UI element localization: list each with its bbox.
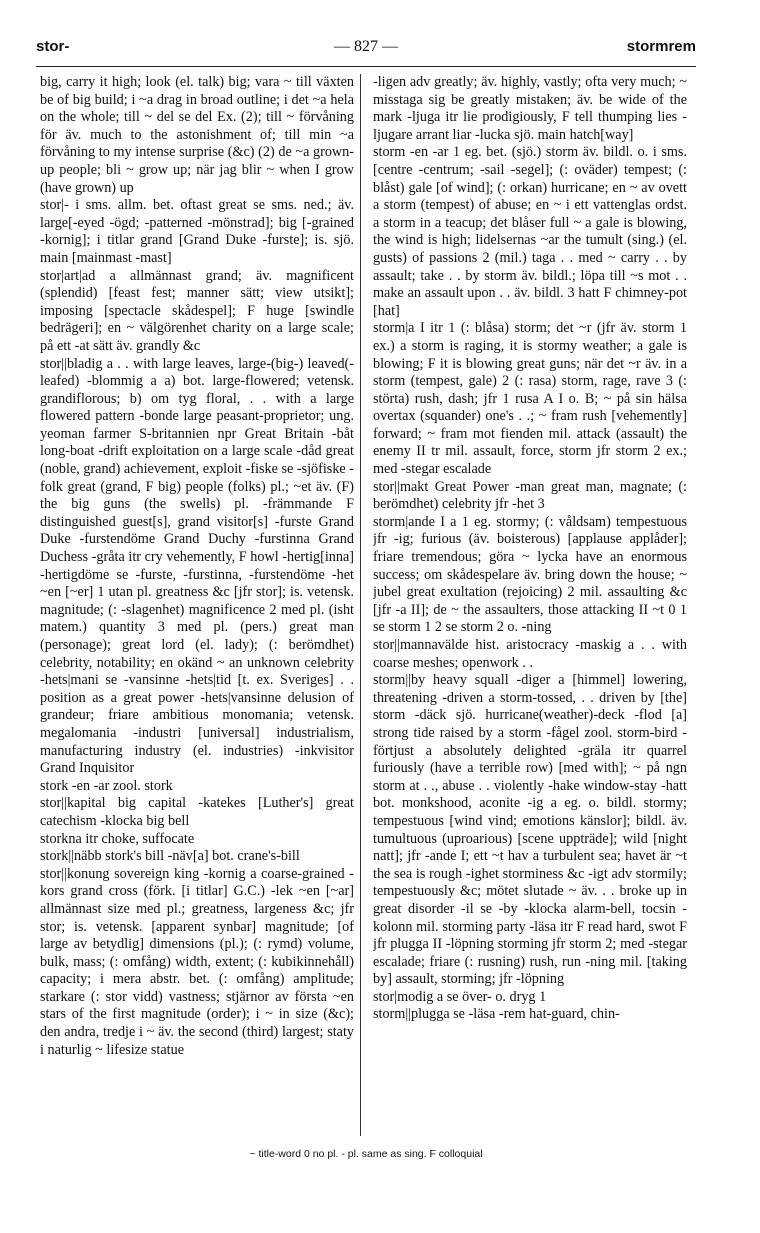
page-header bbox=[36, 38, 696, 64]
dictionary-entry: storm -en -ar 1 eg. bet. (sjö.) storm äv. bildl. o. i sms. [centre -centrum; -sail -segel]; (: oväder) tempest; (: blåst) gale [of wind]; (: orkan) hurricane; en ~ av ovett a storm (tempest) of abuse; en ~ i ett vattenglas ordst. a storm in a teacup; det blåser full ~ a gale is blowing, the wind is high; lidelsernas ~ar the tumult (sing.) (el. gusts) of passions 2 (mil.) taga . . med ~ carry . . by assault; take . . by storm äv. bildl.; löpa till ~s mot . . make an assault upon . . äv. bildl. 3 hatt F chimney-pot [hat] bbox=[373, 144, 687, 319]
dictionary-entry: stor|modig a se över- o. dryg 1 bbox=[373, 988, 547, 1005]
header-guide-word-left: stor- bbox=[36, 38, 70, 55]
dictionary-entry: stork -en -ar zool. stork bbox=[40, 777, 173, 794]
dictionary-entry: storkna itr choke, suffocate bbox=[40, 830, 195, 847]
header-divider bbox=[36, 66, 696, 67]
dictionary-entry: -ligen adv greatly; äv. highly, vastly; ofta very much; ~ misstaga sig be greatly mistaken; äv. be wide of the mark -ljuga itr lie prodigiously, F tell thumping lies -ljugare arrant liar -lucka sjö. main hatch[way] bbox=[373, 74, 687, 143]
dictionary-entry: stor|- i sms. allm. bet. oftast great se sms. ned.; äv. large[-eyed -ögd; -patterned -mönstrad]; big [-grained -kornig]; i titlar grand [Grand Duke -furste]; is. sjö. main [mainmast -mast] bbox=[40, 197, 354, 266]
dictionary-entry: stor||konung sovereign king -kornig a coarse-grained -kors grand cross (förk. [i titlar] G.C.) -lek ~en [~ar] allmännast size med pl.; greatness, largeness &c; jfr stor; is. vetensk. [apparent synbar] magnitude; [of large av betydlig] dimensions (pl.); (: rymd) volume, bulk, mass; (: omfång) width, extent; (: kubikinnehåll) capacity; i mera abstr. bet. (: omfång) amplitude; starkare (: stor vidd) vastness; stjärnor av första ~en stars of the first magnitude (order); i ~ in size (&c); den andra, tredje i ~ äv. the second (third) largest; staty i naturlig ~ lifesize statue bbox=[40, 865, 354, 1058]
dictionary-entry: storm|a I itr 1 (: blåsa) storm; det ~r (jfr äv. storm 1 ex.) a storm is raging, it is stormy weather; a gale is blowing; F it is blowing great guns; när det ~r äv. in a storm (tempest, gale) 2 (: rasa) storm, rage, rave 3 (: störta) rush, dash; jfr 1 rusa A I o. B; ~ på sin hälsa overtax (squander) one's . .; ~ fram rush [vehemently] forward; ~ fram mot fienden mil. attack (assault) the enemy II tr mil. assault, force, storm jfr storm 2 ex.; med -stegar escalade bbox=[373, 320, 687, 478]
dictionary-entry: stor||mannavälde hist. aristocracy -maskig a . . with coarse meshes; openwork . . bbox=[373, 637, 687, 671]
dictionary-entry: stor||bladig a . . with large leaves, large-(big-) leaved(-leafed) -blommig a a) bot. large-flowered; vetensk. grandiflorous; b) om tyg floral, . . with a large flowered pattern -bonde large peasant-proprietor; ung. yeoman farmer S-britannien npr Great Britain -båt long-boat -drift exploitation on a large scale -dåd great (noble, grand) achievement, exploit -fiske se -sjöfiske -folk great (grand, F big) people (folks) pl.; ~et äv. (F) the big guns (the swells) pl. -främmande F distinguished guest[s], grand visitor[s] -furste Grand Duke -furstendöme Grand Duchy -furstinna Grand Duchess -gråta itr cry vehemently, F howl -hertig[inna] -hertigdöme se -furste, -furstinna, -furstendöme -het ~en [~er] 1 utan pl. greatness &c [jfr stor]; is. vetensk. magnitude; (: -slagenhet) magnificence 2 med pl. (isht matem.) quantity 3 med pl. (pers.) great man (personage); great lord (el. lady); (: berömdhet) celebrity, notability; en okänd ~ an unknown celebrity -hets|mani se -vansinne -hets|tid [t. ex. Sveriges] . . position as a great power -hets|vansinne delusion of grandeur; friare ambitious monomania; vetensk. megalomania -industri [universal] industrialism, manufacturing industry (el. industries) -inkvisitor Grand Inquisitor bbox=[40, 355, 354, 777]
dictionary-entry: storm|ande I a 1 eg. stormy; (: våldsam) tempestuous jfr -ig; furious (äv. boisterous) [applause applåder]; friare tremendous; göra ~ lycka have an enormous success; om skådespelare äv. bring down the house; ~ jubel great exultation (rejoicing) 2 mil. assaulting &c [jfr -a II]; de ~ the assaulters, those attacking II ~t 0 1 se storm 1 2 se storm 2 o. -ning bbox=[373, 513, 687, 636]
dictionary-entry: storm||plugga se -läsa -rem hat-guard, chin- bbox=[373, 1006, 620, 1023]
header-guide-word-right: stormrem bbox=[626, 38, 696, 55]
abbreviation-legend-footer: ~ title-word 0 no pl. - pl. same as sing. F colloquial bbox=[249, 1148, 483, 1160]
right-column bbox=[373, 74, 687, 1144]
dictionary-entry: big, carry it high; look (el. talk) big; vara ~ till växten be of big build; i ~a drag in broad outline; i det ~a hela on the whole; till ~ del se del Ex. (2); till ~ förvåning för äv. much to the astonishment of; till min ~a förvåning to my intense surprise (&c) (2) de ~a grown-up people; bli ~ grow up; när jag blir ~ when I grow (have grown) up bbox=[40, 74, 354, 196]
dictionary-entry: storm||by heavy squall -diger a [himmel] lowering, threatening -driven a storm-tossed, . . driven by [the] storm -däck sjö. hurricane(weather)-deck -flod [a] strong tide raised by a storm -fågel zool. storm-bird -förtjust a absolutely delighted -gräla itr quarrel furiously (have a terrible row) [med with]; ~ på ngn storm at . ., abuse . . violently -hake window-stay -hatt bot. monkshood, aconite -ig a eg. o. bildl. stormy; tempestuous [wind vind; emotions känslor]; bildl. äv. tumultuous (uproarious) [scene uppträde]; wild [night natt]; jfr -ande I; ett ~t hav a turbulent sea; havet är ~t the sea is rough -ighet storminess &c -igt adv stormily; tempestuously &c; mötet slutade ~ äv. . . broke up in great disorder -il se -by -klocka alarm-bell, tocsin -kolonn mil. storming party -läsa itr F read hard, swot F jfr plugga II -löpning storming jfr storm 2; med -stegar escalade; friare (: rusning) rush, run -ning mil. [taking by] assault, storming; jfr -löpning bbox=[373, 672, 687, 988]
column-rule bbox=[360, 74, 361, 1136]
left-column bbox=[40, 74, 354, 1144]
dictionary-entry: stor||makt Great Power -man great man, magnate; (: berömdhet) celebrity jfr -het 3 bbox=[373, 478, 687, 513]
dictionary-entry: stor||kapital big capital -katekes [Luther's] great catechism -klocka big bell bbox=[40, 795, 354, 829]
dictionary-entry: stork||näbb stork's bill -näv[a] bot. crane's-bill bbox=[40, 848, 300, 865]
page-number: — 827 — bbox=[334, 38, 398, 55]
dictionary-entry: stor|art|ad a allmännast grand; äv. magnificent (splendid) [feast fest; manner sätt; view utsikt]; imposing [spectacle skådespel]; F huge [swindle bedrägeri]; en ~ välgörenhet charity on a large scale; på ett -at sätt äv. grandly &c bbox=[40, 267, 354, 354]
